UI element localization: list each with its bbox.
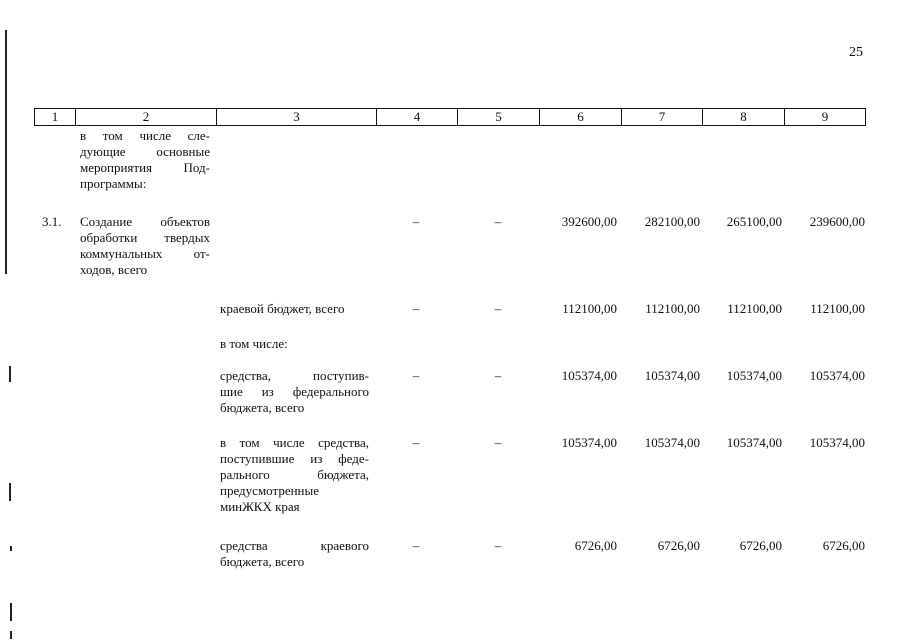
col6-value: 105374,00 — [561, 368, 617, 383]
col8-value: 265100,00 — [726, 214, 782, 229]
header-col-9: 9 — [784, 108, 866, 126]
row-label-line: средства краевого — [220, 538, 369, 553]
col7-value: 105374,00 — [644, 368, 700, 383]
item-name-line: коммунальных от- — [80, 246, 210, 261]
col4-dash: – — [412, 301, 420, 316]
col9-value: 105374,00 — [809, 368, 865, 383]
col7-value: 282100,00 — [644, 214, 700, 229]
col8-value: 112100,00 — [727, 301, 782, 316]
header-col-7: 7 — [621, 108, 702, 126]
margin-tick — [10, 546, 12, 551]
col7-value: 105374,00 — [644, 435, 700, 450]
col5-dash: – — [494, 538, 502, 553]
col5-dash: – — [494, 301, 502, 316]
col4-dash: – — [412, 368, 420, 383]
col4-dash: – — [412, 538, 420, 553]
col9-value: 112100,00 — [810, 301, 865, 316]
header-col-1: 1 — [34, 108, 75, 126]
margin-tick — [10, 631, 12, 639]
including-label: в том числе: — [220, 336, 288, 351]
col9-value: 6726,00 — [822, 538, 865, 553]
col7-value: 112100,00 — [645, 301, 700, 316]
intro-line: в том числе сле- — [80, 128, 210, 143]
row-label-line: средства, поступив- — [220, 368, 369, 383]
margin-tick — [9, 483, 11, 501]
item-name-line: Создание объектов — [80, 214, 210, 229]
col6-value: 392600,00 — [561, 214, 617, 229]
col4-dash: – — [412, 214, 420, 229]
col8-value: 6726,00 — [739, 538, 782, 553]
col7-value: 6726,00 — [657, 538, 700, 553]
col4-dash: – — [412, 435, 420, 450]
item-name-line: ходов, всего — [80, 262, 148, 277]
intro-line: дующие основные — [80, 144, 210, 159]
row-label-line: в том числе средства, — [220, 435, 369, 450]
col5-dash: – — [494, 368, 502, 383]
col6-value: 6726,00 — [574, 538, 617, 553]
col6-value: 105374,00 — [561, 435, 617, 450]
header-col-2: 2 — [75, 108, 216, 126]
col9-value: 239600,00 — [809, 214, 865, 229]
row-label-line: бюджета, всего — [220, 400, 305, 415]
col9-value: 105374,00 — [809, 435, 865, 450]
col8-value: 105374,00 — [726, 435, 782, 450]
col6-value: 112100,00 — [562, 301, 617, 316]
item-number: 3.1. — [42, 214, 62, 229]
row-label-line: предусмотренные — [220, 483, 320, 498]
header-col-5: 5 — [457, 108, 539, 126]
row-label-line: минЖКХ края — [220, 499, 300, 514]
item-name-line: обработки твердых — [80, 230, 210, 245]
row-label: краевой бюджет, всего — [220, 301, 345, 316]
header-col-3: 3 — [216, 108, 376, 126]
row-label-line: бюджета, всего — [220, 554, 305, 569]
margin-tick — [10, 603, 12, 621]
margin-line — [5, 30, 7, 274]
margin-tick — [9, 366, 11, 382]
page-number: 25 — [849, 45, 863, 60]
header-col-4: 4 — [376, 108, 457, 126]
intro-line: программы: — [80, 176, 147, 191]
header-col-8: 8 — [702, 108, 784, 126]
col5-dash: – — [494, 435, 502, 450]
row-label-line: шие из федерального — [220, 384, 369, 399]
col8-value: 105374,00 — [726, 368, 782, 383]
intro-line: мероприятия Под- — [80, 160, 210, 175]
row-label-line: рального бюджета, — [220, 467, 369, 482]
col5-dash: – — [494, 214, 502, 229]
row-label-line: поступившие из феде- — [220, 451, 369, 466]
header-col-6: 6 — [539, 108, 621, 126]
